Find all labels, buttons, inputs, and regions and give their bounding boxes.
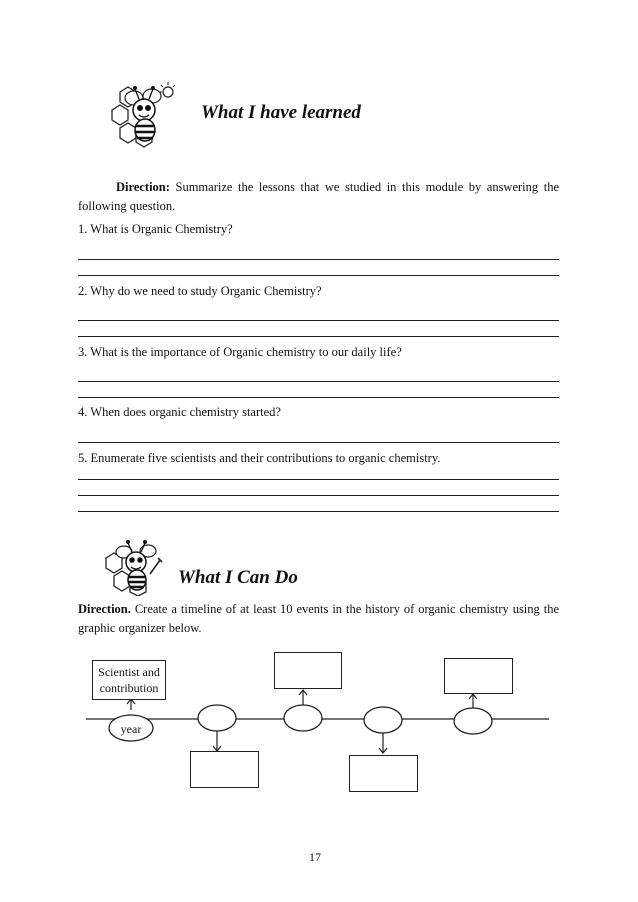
question-3: 3. What is the importance of Organic chemistry to our daily life?	[78, 345, 402, 359]
question-2: 2. Why do we need to study Organic Chemistry?	[78, 284, 322, 298]
bee-mascot-learned	[106, 80, 178, 148]
section-heading-can-do: What I Can Do	[178, 567, 298, 588]
scientist-contribution-box	[92, 660, 166, 700]
answer-line	[78, 479, 559, 480]
direction-label: Direction.	[78, 602, 131, 616]
answer-line	[78, 320, 559, 321]
direction-text: Create a timeline of at least 10 events in the history of organic chemistry using the graphic organizer below.	[78, 602, 559, 635]
year-oval	[284, 705, 322, 731]
question-4: 4. When does organic chemistry started?	[78, 405, 281, 419]
answer-line	[78, 511, 559, 512]
scientist-contribution-label: Scientist and contribution	[98, 665, 160, 695]
question-1: 1. What is Organic Chemistry?	[78, 222, 233, 236]
year-oval	[364, 707, 402, 733]
year-label: year	[120, 722, 142, 736]
direction-paragraph-learned	[78, 178, 559, 216]
timeline-box-top	[444, 658, 513, 694]
year-oval	[198, 705, 236, 731]
timeline-box-bottom	[190, 751, 259, 788]
answer-line	[78, 381, 559, 382]
answer-line	[78, 259, 559, 260]
page-number: 17	[309, 850, 321, 864]
year-oval	[454, 708, 492, 734]
direction-paragraph-can-do	[78, 600, 559, 638]
timeline-box-top	[274, 652, 342, 689]
question-5: 5. Enumerate five scientists and their contributions to organic chemistry.	[78, 451, 441, 465]
direction-label: Direction:	[116, 180, 170, 194]
answer-line	[78, 336, 559, 337]
direction-text: Summarize the lessons that we studied in this module by answering the following question.	[78, 180, 559, 213]
answer-line	[78, 442, 559, 443]
answer-line	[78, 275, 559, 276]
timeline-box-bottom	[349, 755, 418, 792]
section-heading-learned: What I have learned	[201, 102, 361, 123]
answer-line	[78, 397, 559, 398]
answer-line	[78, 495, 559, 496]
bee-mascot-can-do	[100, 538, 170, 596]
